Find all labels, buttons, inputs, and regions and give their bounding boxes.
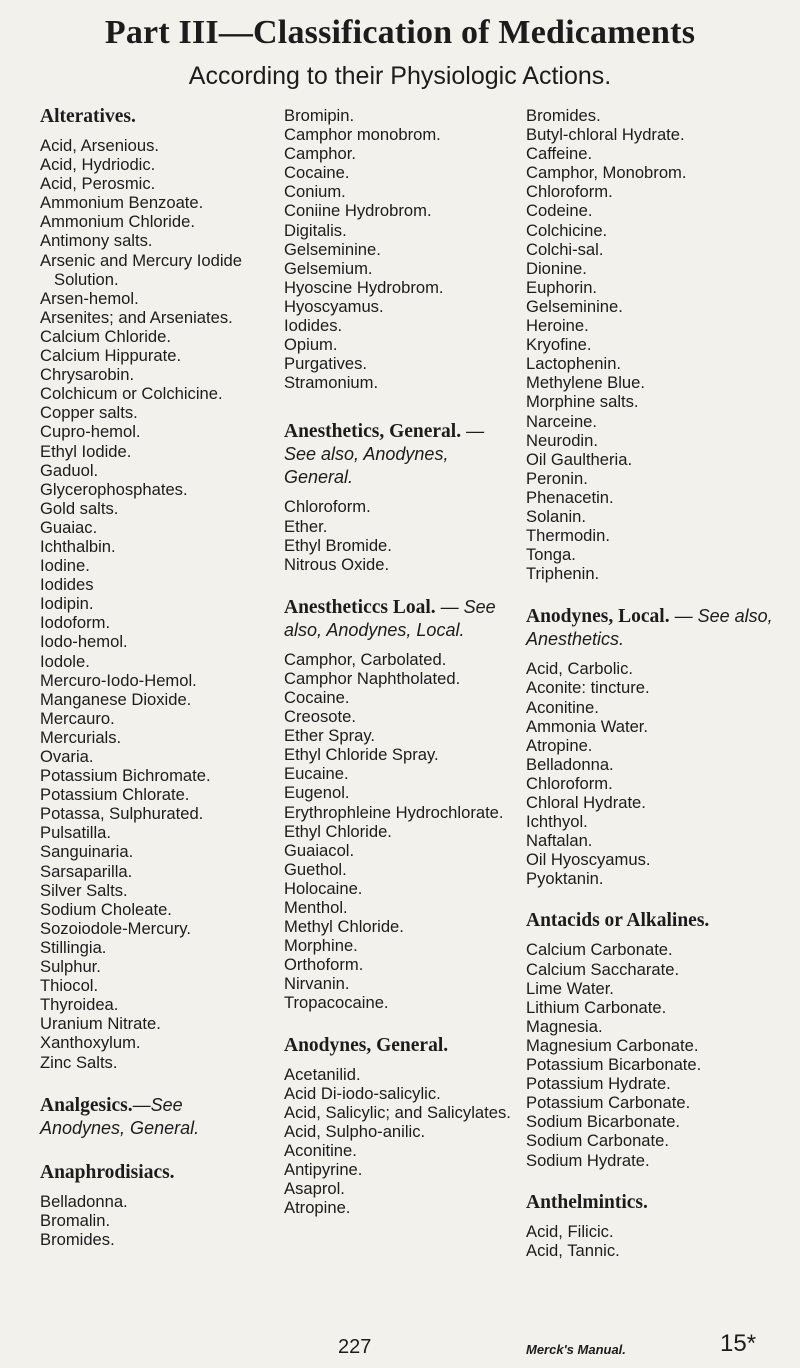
medicament-item: Atropine. [284, 1198, 351, 1218]
medicament-item: Digitalis. [284, 220, 347, 240]
medicament-item: Orthoform. [284, 955, 364, 975]
medicament-item: Narceine. [526, 411, 598, 431]
medicament-item: Aconitine. [284, 1140, 357, 1160]
medicament-item: Atropine. [526, 735, 593, 755]
medicament-item: Iodipin. [40, 594, 94, 614]
cross-reference-note: — See also, Anodynes, Local. [284, 596, 496, 640]
classification-section [40, 106, 262, 1072]
classification-section [284, 596, 516, 1013]
medicament-item: Thiocol. [40, 976, 99, 996]
medicament-item: Calcium Carbonate. [526, 940, 673, 960]
medicament-item: Pulsatilla. [40, 823, 112, 843]
medicament-item: Creosote. [284, 707, 356, 727]
medicament-item: Aconitine. [526, 697, 599, 717]
medicament-item: Lactophenin. [526, 354, 622, 374]
section-heading [526, 605, 776, 651]
medicament-item: Methylene Blue. [526, 373, 645, 393]
classification-section [284, 420, 516, 573]
medicament-item: Chrysarobin. [40, 365, 135, 385]
medicament-item: Codeine. [526, 201, 593, 221]
section-title: Alteratives. [40, 106, 136, 127]
cross-reference-note: —See Anodynes, General. [40, 1094, 200, 1138]
medicament-item: Camphor monobrom. [284, 125, 441, 145]
medicament-item: Acid, Hydriodic. [40, 155, 156, 175]
section-heading [40, 1094, 262, 1140]
medicament-item: Copper salts. [40, 403, 138, 423]
section-heading [526, 1192, 776, 1214]
classification-section [284, 106, 516, 392]
medicament-item: Peronin. [526, 468, 588, 488]
medicament-item: Gelsemium. [284, 258, 373, 278]
medicament-list [284, 1065, 516, 1218]
sheet-signature: 15* [720, 1330, 757, 1357]
medicament-item: Gaduol. [40, 460, 99, 480]
medicament-item: Guaiac. [40, 517, 98, 537]
medicament-item: Tropacocaine. [284, 993, 389, 1013]
page-title: Part III—Classification of Medicaments [104, 14, 696, 51]
column-2 [284, 106, 516, 1239]
medicament-item: Nitrous Oxide. [284, 554, 390, 574]
medicament-list [284, 650, 516, 1013]
medicament-item: Opium. [284, 335, 338, 355]
medicament-item: Potassium Hydrate. [526, 1074, 671, 1094]
medicament-item: Menthol. [284, 898, 348, 917]
medicament-item: Sodium Bicarbonate. [526, 1112, 681, 1132]
medicament-item: Solanin. [526, 506, 586, 526]
medicament-item: Ethyl Iodide. [40, 441, 132, 461]
medicament-item: Iodole. [40, 651, 90, 671]
medicament-item: Thermodin. [526, 526, 610, 546]
medicament-item: Triphenin. [526, 564, 600, 584]
medicament-item: Guaiacol. [284, 840, 355, 860]
section-title: Anodynes, General. [284, 1034, 449, 1056]
medicament-item: Holocaine. [284, 878, 363, 898]
medicament-item: Potassium Bichromate. [40, 766, 211, 786]
medicament-item: Belladonna. [40, 1191, 128, 1211]
cross-reference-note: — See also, Anesthetics. [526, 606, 773, 650]
medicament-list [284, 497, 516, 573]
classification-section [526, 106, 776, 583]
section-heading [526, 910, 776, 932]
section-heading [40, 1162, 262, 1184]
medicament-item: Acid, Sulpho-anilic. [284, 1121, 426, 1141]
publisher-mark: Merck's Manual. [526, 1342, 626, 1357]
section-title: Anesthetics, General. [284, 421, 462, 443]
medicament-item: Morphine. [284, 936, 358, 956]
medicament-item: Bromipin. [284, 106, 355, 125]
medicament-list [284, 106, 516, 392]
section-heading [284, 420, 516, 489]
medicament-item: Glycerophosphates. [40, 479, 188, 499]
medicament-item: Gelseminine. [526, 296, 623, 316]
medicament-item: Guethol. [284, 859, 347, 879]
medicament-item: Hyoscyamus. [284, 296, 384, 316]
medicament-item: Cocaine. [284, 163, 350, 183]
medicament-item: Hyoscine Hydrobrom. [284, 277, 444, 297]
medicament-item: Conium. [284, 182, 346, 202]
medicament-item: Thyroidea. [40, 995, 119, 1015]
medicament-item: Coniine Hydrobrom. [284, 201, 432, 221]
medicament-item: Acid, Perosmic. [40, 174, 156, 194]
medicament-item: Phenacetin. [526, 487, 614, 507]
section-title: Anaphrodisiacs. [40, 1161, 175, 1183]
medicament-item: Zinc Salts. [40, 1052, 118, 1072]
medicament-item: Camphor. [284, 144, 356, 164]
medicament-item: Acetanilid. [284, 1064, 361, 1084]
medicament-list [526, 940, 776, 1169]
medicament-item: Ichthyol. [526, 812, 588, 832]
medicament-item: Sozoiodole-Mercury. [40, 918, 191, 938]
medicament-item: Calcium Hippurate. [40, 346, 182, 366]
medicament-item: Colchicum or Colchicine. [40, 384, 223, 404]
medicament-item: Sodium Carbonate. [526, 1131, 669, 1151]
medicament-item: Belladonna. [526, 754, 614, 774]
medicament-item: Uranium Nitrate. [40, 1014, 161, 1034]
section-title: Anodynes, Local. [526, 606, 670, 628]
section-heading [40, 106, 262, 128]
medicament-list [40, 136, 262, 1072]
medicament-item: Morphine salts. [526, 392, 639, 412]
medicament-item: Erythrophleine Hydrochlorate. [284, 802, 504, 822]
medicament-item: Pyoktanin. [526, 869, 604, 889]
medicament-item: Camphor Naphtholated. [284, 668, 461, 688]
medicament-item: Caffeine. [526, 144, 593, 164]
medicament-item: Dionine. [526, 258, 587, 278]
medicament-item: Ammonia Water. [526, 716, 649, 736]
medicament-item: Gelseminine. [284, 239, 381, 259]
medicament-item: Bromides. [526, 106, 601, 125]
medicament-item: Butyl-chloral Hydrate. [526, 125, 685, 145]
cross-reference-note: — See also, Anodynes, General. [284, 421, 485, 488]
medicament-item: Nirvanin. [284, 974, 350, 994]
medicament-item: Chloroform. [526, 773, 613, 793]
medicament-item: Ichthalbin. [40, 536, 116, 556]
medicament-item: Iodides. [284, 316, 343, 336]
medicament-item: Chloroform. [526, 182, 613, 202]
medicament-item: Cupro-hemol. [40, 422, 141, 442]
medicament-item: Acid, Carbolic. [526, 659, 633, 679]
medicament-item: Ethyl Chloride Spray. [284, 745, 439, 765]
medicament-item: Sulphur. [40, 957, 101, 977]
medicament-item: Ethyl Chloride. [284, 821, 392, 841]
medicament-item: Mercauro. [40, 708, 115, 728]
medicament-item: Methyl Chloride. [284, 917, 404, 937]
medicament-item: Acid, Arsenious. [40, 136, 159, 155]
medicament-item: Calcium Saccharate. [526, 959, 680, 979]
medicament-item: Acid, Salicylic; and Salicylates. [284, 1102, 511, 1122]
page-subtitle: According to their Physiologic Actions. [188, 62, 612, 90]
classification-section [526, 1192, 776, 1260]
section-heading [284, 596, 516, 642]
medicament-item: Iodoform. [40, 613, 111, 633]
medicament-item: Arsenites; and Arseniates. [40, 307, 233, 327]
medicament-item: Chloroform. [284, 497, 371, 517]
medicament-item: Acid Di-iodo-salicylic. [284, 1083, 441, 1103]
medicament-item: Lime Water. [526, 978, 614, 998]
medicament-item: Heroine. [526, 316, 589, 336]
medicament-item: Xanthoxylum. [40, 1033, 141, 1053]
medicament-item: Asaprol. [284, 1179, 345, 1199]
medicament-item: Antimony salts. [40, 231, 153, 251]
classification-section [284, 1035, 516, 1218]
section-title: Anestheticcs Loal. [284, 596, 436, 618]
column-1 [40, 106, 262, 1271]
classification-section [526, 605, 776, 888]
medicament-item: Mercurials. [40, 727, 122, 747]
medicament-item: Kryofine. [526, 335, 592, 355]
medicament-item: Potassium Bicarbonate. [526, 1055, 702, 1075]
medicament-item: Arsen-hemol. [40, 288, 139, 308]
medicament-item: Sanguinaria. [40, 842, 134, 862]
medicament-item: Mercuro-Iodo-Hemol. [40, 670, 197, 690]
medicament-item: Colchicine. [526, 220, 608, 240]
medicament-item: Gold salts. [40, 498, 119, 518]
medicament-item: Potassium Carbonate. [526, 1093, 691, 1113]
medicament-item: Stramonium. [284, 373, 379, 393]
section-heading [284, 1035, 516, 1057]
medicament-item: Oil Hyoscyamus. [526, 850, 651, 870]
medicament-item: Ether. [284, 516, 328, 536]
medicament-item: Iodo-hemol. [40, 632, 128, 652]
medicament-item: Sarsaparilla. [40, 861, 133, 881]
medicament-item: Antipyrine. [284, 1160, 363, 1180]
medicament-item: Ammonium Benzoate. [40, 193, 204, 213]
medicament-item: Neurodin. [526, 430, 598, 450]
medicament-item: Iodides [40, 575, 94, 595]
medicament-item: Sodium Choleate. [40, 899, 172, 919]
medicament-item: Oil Gaultheria. [526, 449, 633, 469]
medicament-list [526, 659, 776, 888]
medicament-item: Stillingia. [40, 937, 107, 957]
medicament-item: Eugenol. [284, 783, 350, 803]
medicament-item: Silver Salts. [40, 880, 128, 900]
medicament-list [526, 106, 776, 583]
medicament-item: Acid, Filicic. [526, 1221, 614, 1241]
medicament-item: Potassium Chlorate. [40, 785, 190, 805]
medicament-item: Camphor, Monobrom. [526, 163, 687, 183]
medicament-item: Bromalin. [40, 1210, 111, 1230]
medicament-item: Manganese Dioxide. [40, 689, 192, 709]
medicament-item: Aconite: tincture. [526, 678, 650, 698]
medicament-item: Iodine. [40, 556, 90, 576]
medicament-item: Potassa, Sulphurated. [40, 804, 204, 824]
classification-section [526, 910, 776, 1169]
section-title: Anthelmintics. [526, 1191, 648, 1213]
medicament-item: Eucaine. [284, 764, 349, 784]
medicament-item: Magnesium Carbonate. [526, 1035, 699, 1055]
medicament-item: Cocaine. [284, 687, 350, 707]
medicament-item: Ether Spray. [284, 726, 375, 746]
medicament-item: Calcium Chloride. [40, 326, 171, 346]
medicament-item: Bromides. [40, 1229, 115, 1249]
classification-section [40, 1162, 262, 1249]
medicament-item: Magnesia. [526, 1016, 603, 1036]
medicament-item: Ovaria. [40, 747, 94, 766]
medicament-item: Acid, Tannic. [526, 1240, 620, 1260]
column-3 [526, 106, 776, 1282]
page-number: 227 [338, 1336, 372, 1358]
medicament-item: Euphorin. [526, 277, 598, 297]
section-title: Antacids or Alkalines. [526, 910, 710, 932]
medicament-item: Naftalan. [526, 831, 593, 851]
medicament-item: Purgatives. [284, 354, 368, 374]
classification-section [40, 1094, 262, 1140]
medicament-list [40, 1192, 262, 1249]
medicament-item: Sodium Hydrate. [526, 1150, 650, 1170]
medicament-item: Ammonium Chloride. [40, 212, 195, 232]
medicament-item: Lithium Carbonate. [526, 997, 667, 1017]
medicament-item: Tonga. [526, 545, 576, 565]
medicament-item: Camphor, Carbolated. [284, 649, 447, 669]
medicament-item: Arsenic and Mercury Iodide Solution. [40, 250, 242, 289]
section-title: Analgesics. [40, 1094, 133, 1116]
medicament-item: Chloral Hydrate. [526, 793, 646, 812]
medicament-item: Ethyl Bromide. [284, 535, 392, 555]
medicament-list [526, 1222, 776, 1260]
medicament-item: Colchi-sal. [526, 239, 604, 259]
